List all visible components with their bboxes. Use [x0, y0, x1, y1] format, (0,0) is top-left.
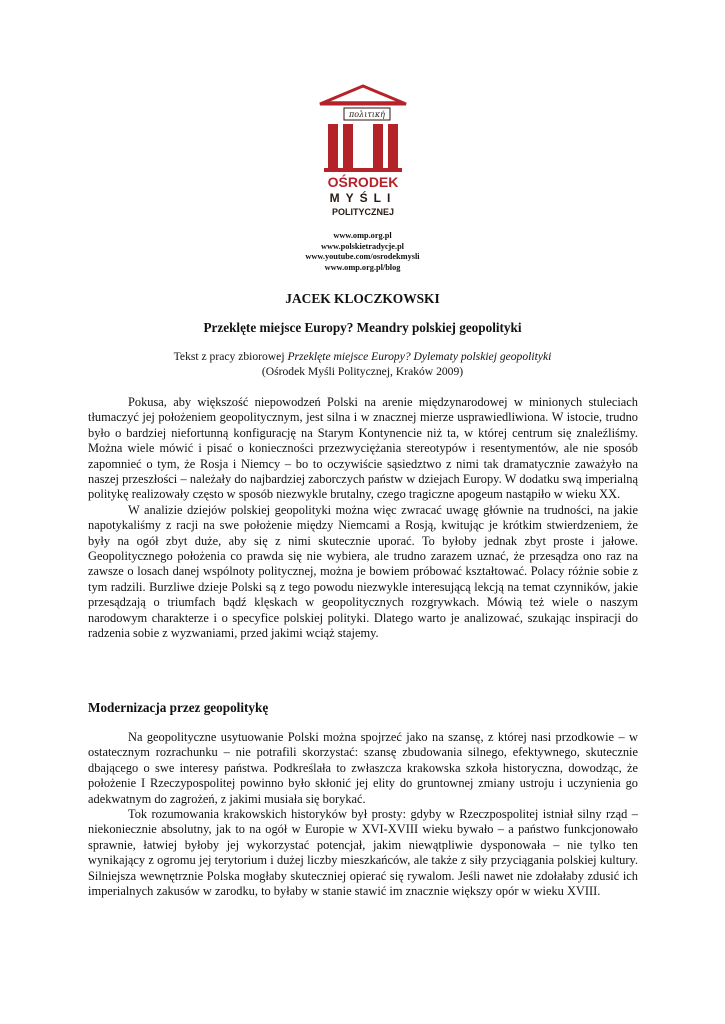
source-prefix: Tekst z pracy zbiorowej	[173, 350, 288, 363]
logo-column-4	[388, 124, 398, 168]
source-book-title: Przeklęte miejsce Europy? Dylematy polskiej geopolityki	[287, 350, 552, 363]
osrodek-logo	[318, 84, 408, 224]
source-publisher: (Ośrodek Myśli Politycznej, Kraków 2009)	[261, 364, 464, 378]
logo-graphic	[318, 84, 408, 224]
website-links	[0, 231, 725, 273]
paragraph-3: Na geopolityczne usytuowanie Polski można spojrzeć jako na szansę, z której nasi przodkowie – w ostatecznym rozrachunku – nie potrafili skorzystać: szansę zbudowania silnego, efektywnego, skutecznie dbającego o swe interesy państwa. Podkreślała to zwłaszcza krakowska szkoła historyczna, dowodząc, że położenie I Rzeczypospolitej powinno było skłonić jej elity do gruntownej zmiany ustroju i uczynienia go adekwatnym do zagrożeń, z jakimi musiała się borykać.	[88, 730, 638, 806]
source-line-1	[0, 350, 725, 365]
logo-line-1: OŚRODEK	[327, 174, 399, 190]
link-omp[interactable]: www.omp.org.pl	[333, 231, 392, 240]
link-youtube[interactable]: www.youtube.com/osrodekmysli	[305, 252, 420, 262]
section-2-body	[88, 730, 638, 899]
document-title: Przeklęte miejsce Europy? Meandry polskiej geopolityki	[203, 320, 522, 335]
logo-column-1	[328, 124, 338, 168]
logo-line-2: MYŚLI	[329, 191, 397, 205]
paragraph-1: Pokusa, aby większość niepowodzeń Polski na arenie międzynarodowej w minionych stuleciach tłumaczyć jej położeniem geopolitycznym, jest silna i w znacznej mierze usprawiedliwiona. W istocie, trudno było o bardziej niefortunną konfigurację na Starym Kontynencie niż ta, w której centrum się znaleźliśmy. Można wiele mówić i pisać o konieczności przezwyciężania stereotypów i resentymentów, ale nie sposób zapomnieć o tym, że Rosja i Niemcy – bo to oczywiście sąsiedztwo z nimi tak dramatycznie zaważyło na naszej przeszłości – należały do najbardziej zaborczych państw w dziejach Europy. W dodatku swą imperialną politykę realizowały często w sposób niezwykle brutalny, czego tragiczne apogeum nastąpiło w wieku XX.	[88, 395, 638, 502]
logo-line-3: POLITYCZNEJ	[331, 207, 395, 217]
paragraph-2: W analizie dziejów polskiej geopolityki można więc zwracać uwagę głównie na trudności, na jakie napotykaliśmy z racji na swe położenie między Niemcami a Rosją, kwitując je krótkim stwierdzeniem, że były na ogół zbyt duże, aby się z nimi skutecznie uporać. To byłoby jednak zbyt proste i jałowe. Geopolitycznego położenia co prawda się nie wybiera, ale trudno zarazem uznać, że przesądza ono raz na zawsze o losach danej wspólnoty politycznej, można je bowiem próbować kształtować. Polacy różnie sobie z tym radzili. Burzliwe dzieje Polski są z tego powodu niezwykle interesującą lekcją na temat czynników, jakie przesądzają o triumfach bądź klęskach w geopolitycznych rozgrywkach. Mówią też wiele o naszym narodowym charakterze i o specyfice polskiej polityki. Dlatego warto je analizować, szukając inspiracji do radzenia sobie z wyzwaniami, przed jakimi wciąż stajemy.	[88, 502, 638, 641]
link-blog[interactable]: www.omp.org.pl/blog	[324, 262, 401, 272]
section-1-body	[88, 395, 638, 642]
link-polskietradycje[interactable]: www.polskietradycje.pl	[321, 241, 404, 251]
logo-base	[324, 168, 402, 172]
source-note	[0, 350, 725, 380]
logo-banner-text: πολιτική	[349, 110, 385, 119]
author-name: JACEK KLOCZKOWSKI	[285, 291, 440, 306]
section-2-heading: Modernizacja przez geopolitykę	[88, 700, 269, 715]
paragraph-4: Tok rozumowania krakowskich historyków był prosty: gdyby w Rzeczpospolitej istniał silny rząd – niekoniecznie absolutny, jak to na ogół w Europie w XVI-XVIII wieku bywało – a państwo funkcjonowało sprawnie, łatwiej byłoby jej wykorzystać potencjał, jakim niewątpliwie dysponowała – nie tylko ten wynikający z ogromu jej terytorium i dużej liczby mieszkańców, ale także z siły przyciągania polskiej kultury. Silniejsza wewnętrznie Polska mogłaby skuteczniej opierać się rywalom. Jeśli nawet nie zdołałaby zdusić ich imperialnych zakusów w zarodku, to byłaby w stanie stawić im znacznie większy opór w wieku XVIII.	[88, 807, 638, 899]
logo-column-2	[343, 124, 353, 168]
logo-column-3	[373, 124, 383, 168]
